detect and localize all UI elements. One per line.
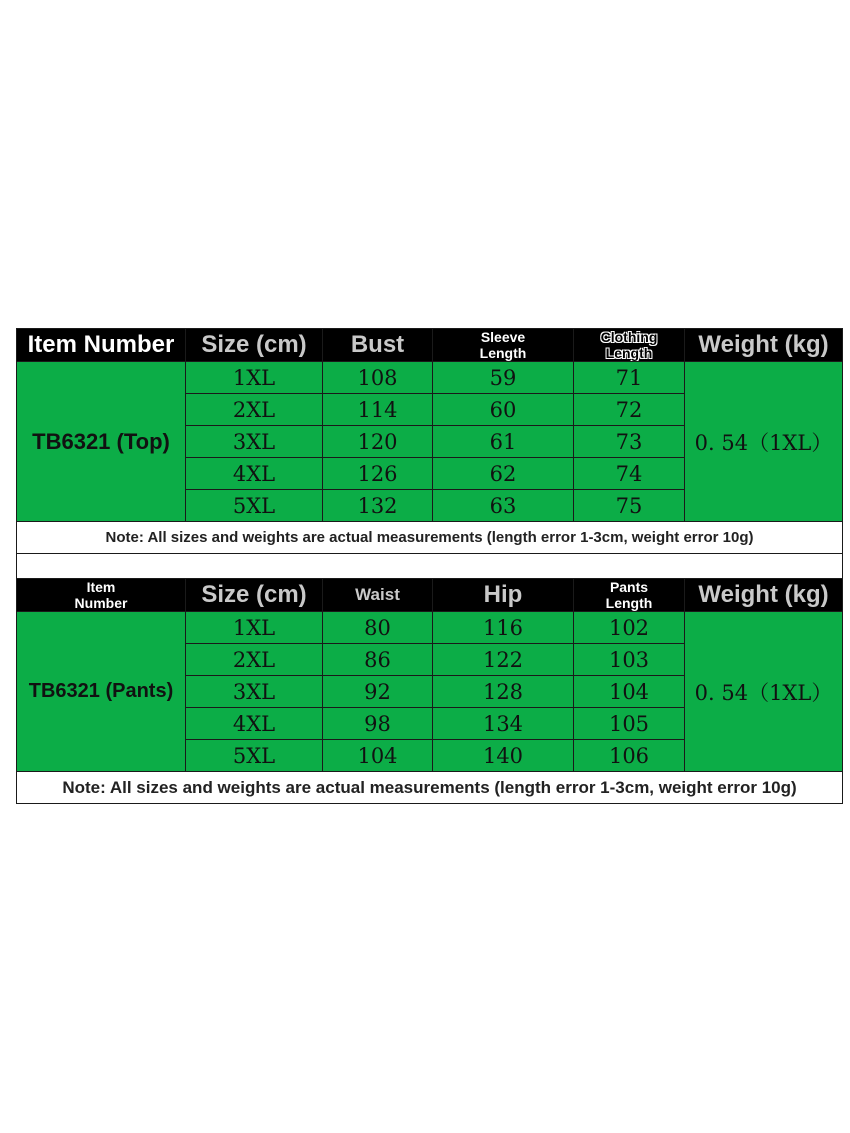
length-cell: 104 bbox=[574, 676, 685, 708]
length-cell: 103 bbox=[574, 644, 685, 676]
waist-cell: 98 bbox=[323, 708, 433, 740]
header-size: Size (cm) bbox=[186, 579, 323, 612]
top-note-row bbox=[17, 522, 843, 554]
length-cell: 105 bbox=[574, 708, 685, 740]
sleeve-cell: 59 bbox=[433, 362, 574, 394]
hip-cell: 134 bbox=[433, 708, 574, 740]
bust-cell: 126 bbox=[323, 458, 433, 490]
length-cell: 106 bbox=[574, 740, 685, 772]
length-cell: 71 bbox=[574, 362, 685, 394]
pants-header-row bbox=[17, 579, 843, 612]
size-cell: 2XL bbox=[186, 644, 323, 676]
size-cell: 3XL bbox=[186, 676, 323, 708]
size-cell: 4XL bbox=[186, 708, 323, 740]
header-item-number: Item Number bbox=[17, 329, 186, 362]
waist-cell: 86 bbox=[323, 644, 433, 676]
length-cell: 74 bbox=[574, 458, 685, 490]
hip-cell: 116 bbox=[433, 612, 574, 644]
hip-cell: 140 bbox=[433, 740, 574, 772]
size-cell: 1XL bbox=[186, 362, 323, 394]
top-size-table bbox=[16, 328, 843, 579]
size-cell: 3XL bbox=[186, 426, 323, 458]
header-bust: Bust bbox=[323, 329, 433, 362]
hip-cell: 122 bbox=[433, 644, 574, 676]
spacer-row bbox=[17, 554, 843, 579]
header-hip: Hip bbox=[433, 579, 574, 612]
pants-size-table bbox=[16, 578, 843, 804]
pants-note-row bbox=[17, 772, 843, 804]
pants-item-number: TB6321 (Pants) bbox=[17, 612, 186, 772]
top-weight: 0. 54（1XL） bbox=[685, 362, 843, 522]
header-waist: Waist bbox=[323, 579, 433, 612]
table-row bbox=[17, 362, 843, 394]
header-sleeve-length: Sleeve Length bbox=[433, 329, 574, 362]
header-item-number: Item Number bbox=[17, 579, 186, 612]
pants-note: Note: All sizes and weights are actual measurements (length error 1-3cm, weight error 10g) bbox=[17, 772, 843, 804]
top-item-number: TB6321 (Top) bbox=[17, 362, 186, 522]
length-cell: 102 bbox=[574, 612, 685, 644]
sleeve-cell: 62 bbox=[433, 458, 574, 490]
waist-cell: 80 bbox=[323, 612, 433, 644]
size-cell: 5XL bbox=[186, 490, 323, 522]
header-weight: Weight (kg) bbox=[685, 329, 843, 362]
header-pants-length: Pants Length bbox=[574, 579, 685, 612]
sleeve-cell: 61 bbox=[433, 426, 574, 458]
length-cell: 73 bbox=[574, 426, 685, 458]
size-cell: 5XL bbox=[186, 740, 323, 772]
header-size: Size (cm) bbox=[186, 329, 323, 362]
hip-cell: 128 bbox=[433, 676, 574, 708]
pants-weight: 0. 54（1XL） bbox=[685, 612, 843, 772]
waist-cell: 92 bbox=[323, 676, 433, 708]
top-note: Note: All sizes and weights are actual measurements (length error 1-3cm, weight error 10g) bbox=[17, 522, 843, 554]
table-row bbox=[17, 612, 843, 644]
bust-cell: 132 bbox=[323, 490, 433, 522]
bust-cell: 114 bbox=[323, 394, 433, 426]
sleeve-cell: 63 bbox=[433, 490, 574, 522]
size-cell: 4XL bbox=[186, 458, 323, 490]
sleeve-cell: 60 bbox=[433, 394, 574, 426]
header-clothing-length: Clothing Length bbox=[574, 329, 685, 362]
top-header-row bbox=[17, 329, 843, 362]
length-cell: 72 bbox=[574, 394, 685, 426]
size-cell: 2XL bbox=[186, 394, 323, 426]
length-cell: 75 bbox=[574, 490, 685, 522]
bust-cell: 108 bbox=[323, 362, 433, 394]
size-cell: 1XL bbox=[186, 612, 323, 644]
bust-cell: 120 bbox=[323, 426, 433, 458]
header-weight: Weight (kg) bbox=[685, 579, 843, 612]
waist-cell: 104 bbox=[323, 740, 433, 772]
